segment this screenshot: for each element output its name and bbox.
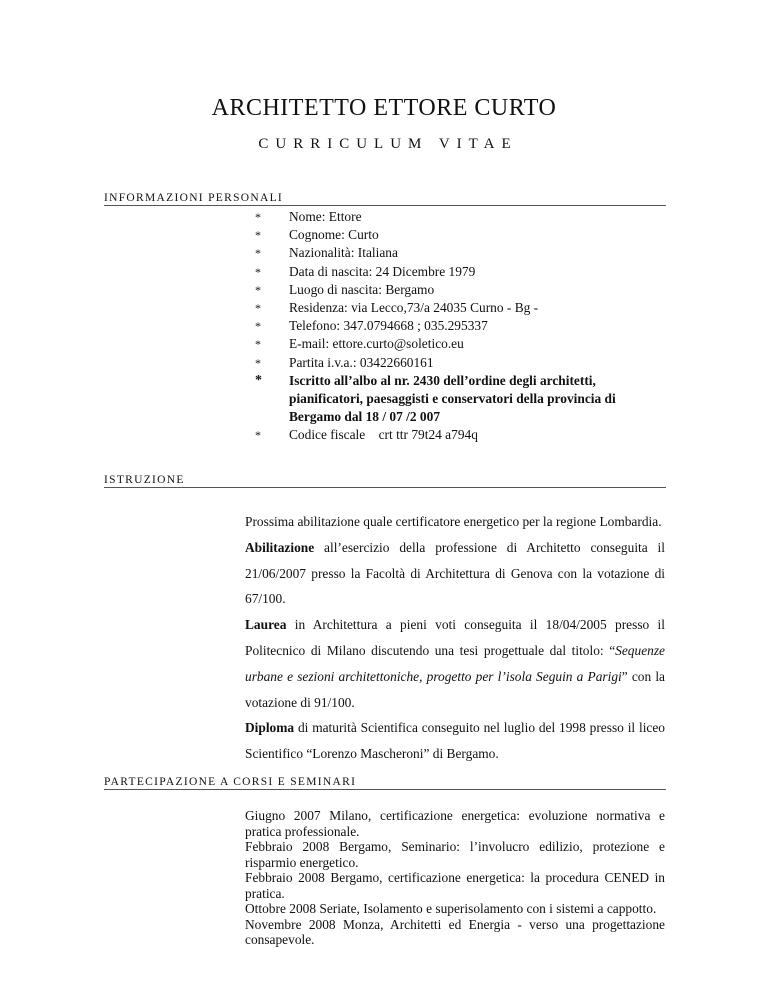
list-item: Febbraio 2008 Bergamo, Seminario: l’involucro edilizio, protezione e risparmio energetico. <box>245 839 665 870</box>
bullet: * <box>255 337 261 352</box>
bullet: * <box>255 355 261 370</box>
document-subtitle: CURRICULUM VITAE <box>258 136 518 152</box>
education-paragraph: Abilitazione all’esercizio della professione di Architetto conseguita il 21/06/2007 presso la Facoltà di Architettura di Genova con la votazione di 67/100. <box>245 539 665 607</box>
info-tax-code: Codice fiscale crt ttr 79t24 a794q <box>289 427 478 443</box>
list-item <box>104 208 664 226</box>
info-registration: Iscritto all’albo al nr. 2430 dell’ordine degli architetti, pianificatori, paesaggisti e conservatori della provincia di Bergamo dal 18 / 07 /2 007 <box>289 372 616 425</box>
personal-info-list <box>104 208 664 444</box>
list-item: Febbraio 2008 Bergamo, certificazione energetica: la procedura CENED in pratica. <box>245 870 665 901</box>
list-item: Ottobre 2008 Seriate, Isolamento e superisolamento con i sistemi a cappotto. <box>245 901 657 916</box>
bullet: * <box>255 264 261 279</box>
section-heading-courses: PARTECIPAZIONE A CORSI E SEMINARI <box>104 776 666 790</box>
thesis-title: Sequenze urbane e sezioni architettoniche, progetto per l’isola Seguin a Parigi <box>245 642 665 684</box>
list-item <box>104 317 664 335</box>
bullet: * <box>255 300 261 315</box>
list-item: Novembre 2008 Monza, Architetti ed Energia - verso una progettazione consapevole. <box>245 916 665 947</box>
list-item <box>104 281 664 299</box>
list-item <box>104 226 664 244</box>
courses-list <box>245 808 665 948</box>
bullet: * <box>255 372 262 388</box>
list-item <box>104 244 664 262</box>
info-name: Nome: Ettore <box>289 209 362 224</box>
bullet: * <box>255 246 261 261</box>
list-item <box>104 299 664 317</box>
bullet: * <box>255 282 261 297</box>
info-surname: Cognome: Curto <box>289 227 379 243</box>
bullet: * <box>255 428 261 443</box>
document-title: ARCHITETTO ETTORE CURTO <box>211 95 557 121</box>
info-nationality: Nazionalità: Italiana <box>289 245 398 261</box>
info-vat: Partita i.v.a.: 03422660161 <box>289 354 434 370</box>
education-body <box>245 509 665 767</box>
bullet: * <box>255 228 261 243</box>
list-item <box>104 335 664 353</box>
info-phone: Telefono: 347.0794668 ; 035.295337 <box>289 318 488 334</box>
education-paragraph: Prossima abilitazione quale certificatore energetico per la regione Lombardia. <box>245 514 662 529</box>
info-email: E-mail: ettore.curto@soletico.eu <box>289 336 464 352</box>
list-item <box>104 263 664 281</box>
section-heading-personal: INFORMAZIONI PERSONALI <box>104 192 666 206</box>
info-birth-place: Luogo di nascita: Bergamo <box>289 281 435 297</box>
info-birth-date: Data di nascita: 24 Dicembre 1979 <box>289 263 476 279</box>
section-heading-education: ISTRUZIONE <box>104 474 666 488</box>
list-item <box>104 426 664 444</box>
bullet: * <box>255 210 261 224</box>
bullet: * <box>255 319 261 334</box>
education-paragraph: Laurea in Architettura a pieni voti conseguita il 18/04/2005 presso il Politecnico di Milano discutendo una tesi progettuale dal titolo: “Sequenze urbane e sezioni architettoniche, progetto per l’isola Seguin a Parigi” con la votazione di 91/100. <box>245 617 665 710</box>
list-item <box>104 372 664 427</box>
info-residence: Residenza: via Lecco,73/a 24035 Curno - Bg - <box>289 299 539 315</box>
education-paragraph: Diploma di maturità Scientifica conseguito nel luglio del 1998 presso il liceo Scientifico “Lorenzo Mascheroni” di Bergamo. <box>245 720 665 762</box>
list-item: Giugno 2007 Milano, certificazione energetica: evoluzione normativa e pratica professionale. <box>245 808 665 839</box>
list-item <box>104 354 664 372</box>
